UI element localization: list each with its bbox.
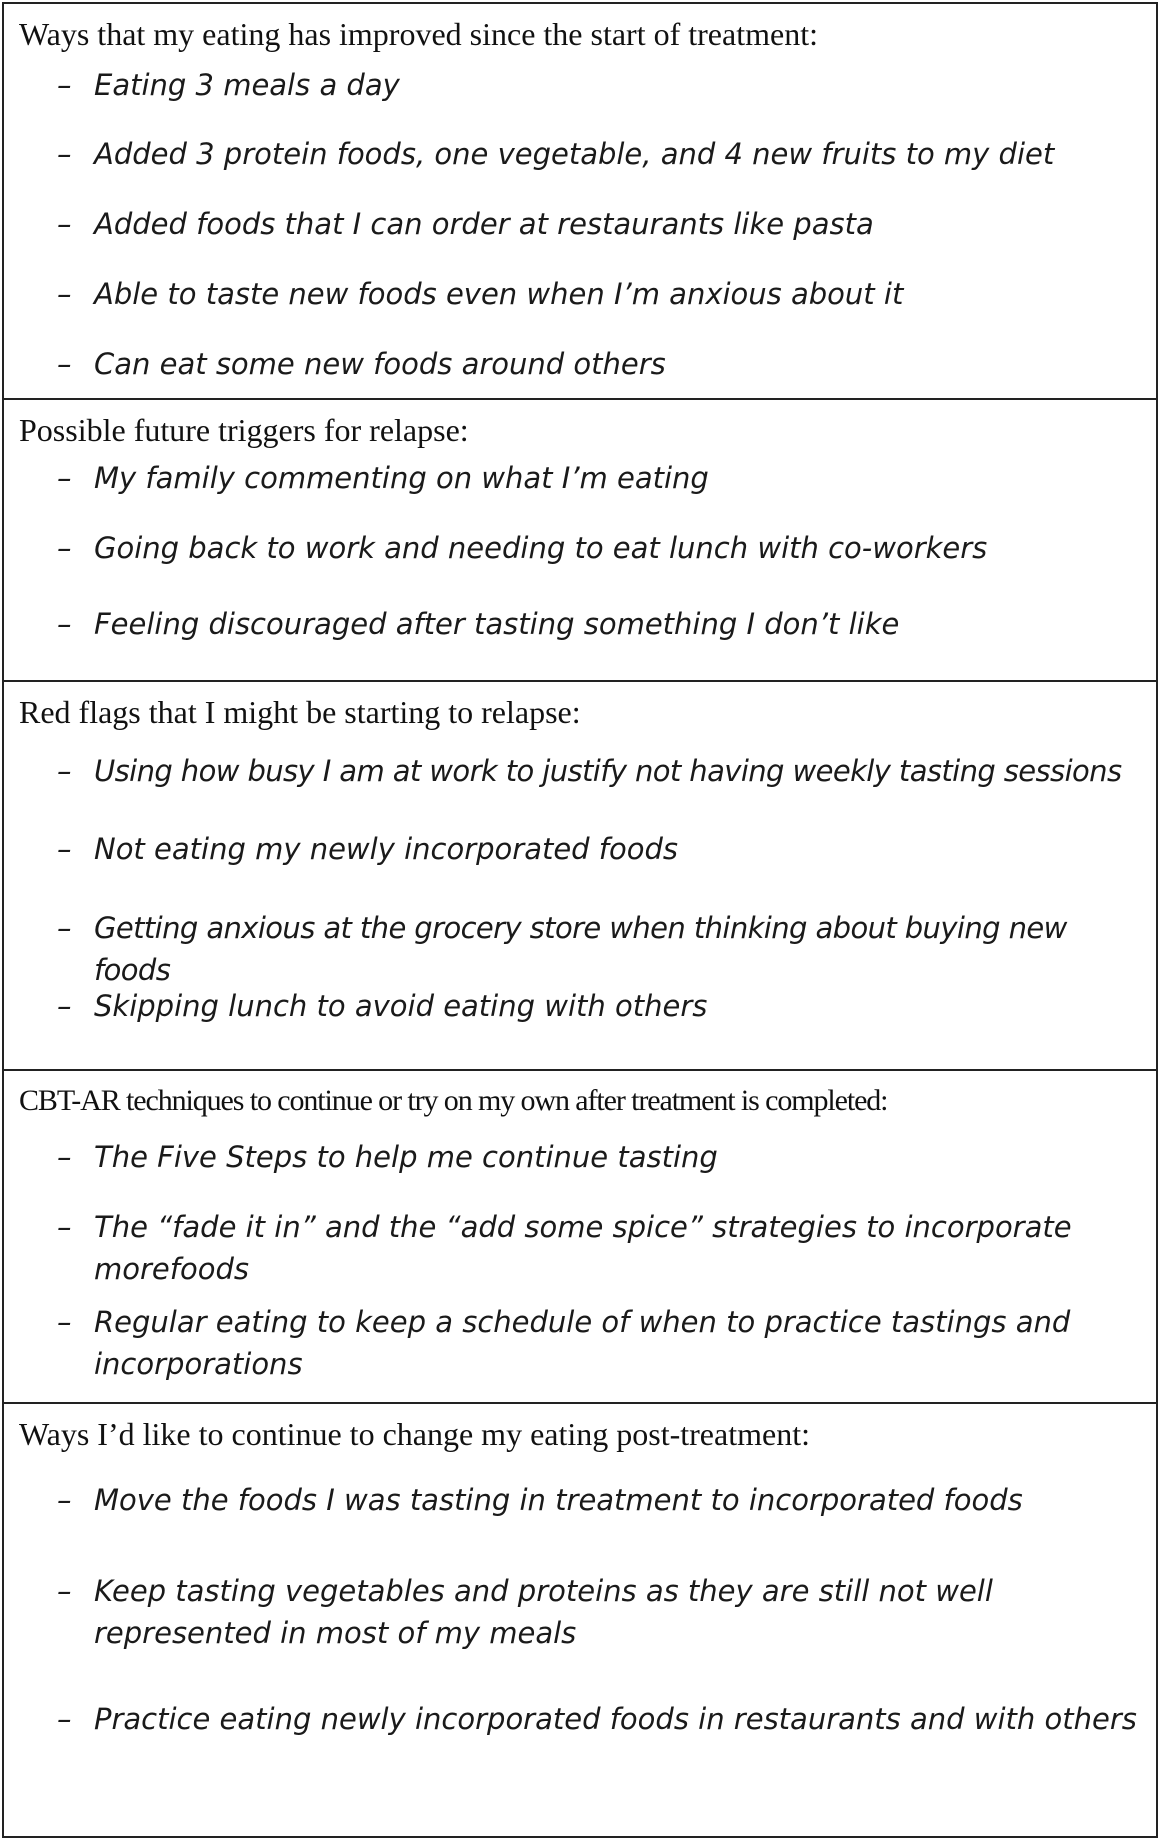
section-heading: Red flags that I might be starting to relapse:: [19, 694, 581, 730]
relapse-prevention-form: [2, 2, 1158, 1838]
item-text: Going back to work and needing to eat lunch with co-workers: [94, 531, 988, 565]
section-heading: Ways that my eating has improved since the start of treatment:: [19, 16, 818, 52]
item-text: Feeling discouraged after tasting something I don’t like: [94, 607, 900, 641]
dash-bullet: –: [57, 1305, 72, 1339]
dash-bullet: –: [57, 1210, 72, 1244]
item-text: Using how busy I am at work to justify not having weekly tasting sessions: [94, 754, 1122, 788]
dash-bullet: –: [57, 1140, 72, 1174]
dash-bullet: –: [57, 1574, 72, 1608]
section-red-flags: [4, 680, 1156, 1069]
section-heading: CBT-AR techniques to continue or try on my own after treatment is completed:: [19, 1084, 888, 1117]
item-text: Practice eating newly incorporated foods in restaurants and with others: [94, 1702, 1137, 1736]
section-techniques: [4, 1069, 1156, 1402]
dash-bullet: –: [57, 137, 72, 171]
section-heading: Possible future triggers for relapse:: [19, 412, 469, 448]
item-text: Able to taste new foods even when I’m anxious about it: [94, 277, 904, 311]
item-text: Regular eating to keep a schedule of when to practice tastings and incorporations: [94, 1305, 1071, 1381]
item-text: Getting anxious at the grocery store when thinking about buying new foods: [94, 911, 1067, 987]
dash-bullet: –: [57, 754, 72, 788]
dash-bullet: –: [57, 607, 72, 641]
item-text: Keep tasting vegetables and proteins as they are still not well represented in most of my meals: [94, 1574, 993, 1650]
dash-bullet: –: [57, 277, 72, 311]
item-text: Skipping lunch to avoid eating with others: [94, 989, 708, 1023]
dash-bullet: –: [57, 1483, 72, 1517]
dash-bullet: –: [57, 989, 72, 1023]
dash-bullet: –: [57, 207, 72, 241]
dash-bullet: –: [57, 832, 72, 866]
item-text: Not eating my newly incorporated foods: [94, 832, 679, 866]
item-text: The “fade it in” and the “add some spice” strategies to incorporate morefoods: [94, 1210, 1072, 1286]
item-text: Move the foods I was tasting in treatment to incorporated foods: [94, 1483, 1023, 1517]
dash-bullet: –: [57, 1702, 72, 1736]
item-text: Added 3 protein foods, one vegetable, and 4 new fruits to my diet: [94, 137, 1055, 171]
section-triggers: [4, 398, 1156, 680]
item-text: Can eat some new foods around others: [94, 347, 666, 381]
dash-bullet: –: [57, 461, 72, 495]
item-text: Added foods that I can order at restaurants like pasta: [94, 207, 874, 241]
item-text: Eating 3 meals a day: [94, 68, 400, 102]
section-heading: Ways I’d like to continue to change my eating post-treatment:: [19, 1416, 810, 1452]
section-improvements: [4, 4, 1156, 398]
section-future-changes: [4, 1402, 1156, 1836]
dash-bullet: –: [57, 347, 72, 381]
dash-bullet: –: [57, 911, 72, 945]
dash-bullet: –: [57, 531, 72, 565]
dash-bullet: –: [57, 68, 72, 102]
item-text: The Five Steps to help me continue tasting: [94, 1140, 718, 1174]
item-text: My family commenting on what I’m eating: [94, 461, 709, 495]
